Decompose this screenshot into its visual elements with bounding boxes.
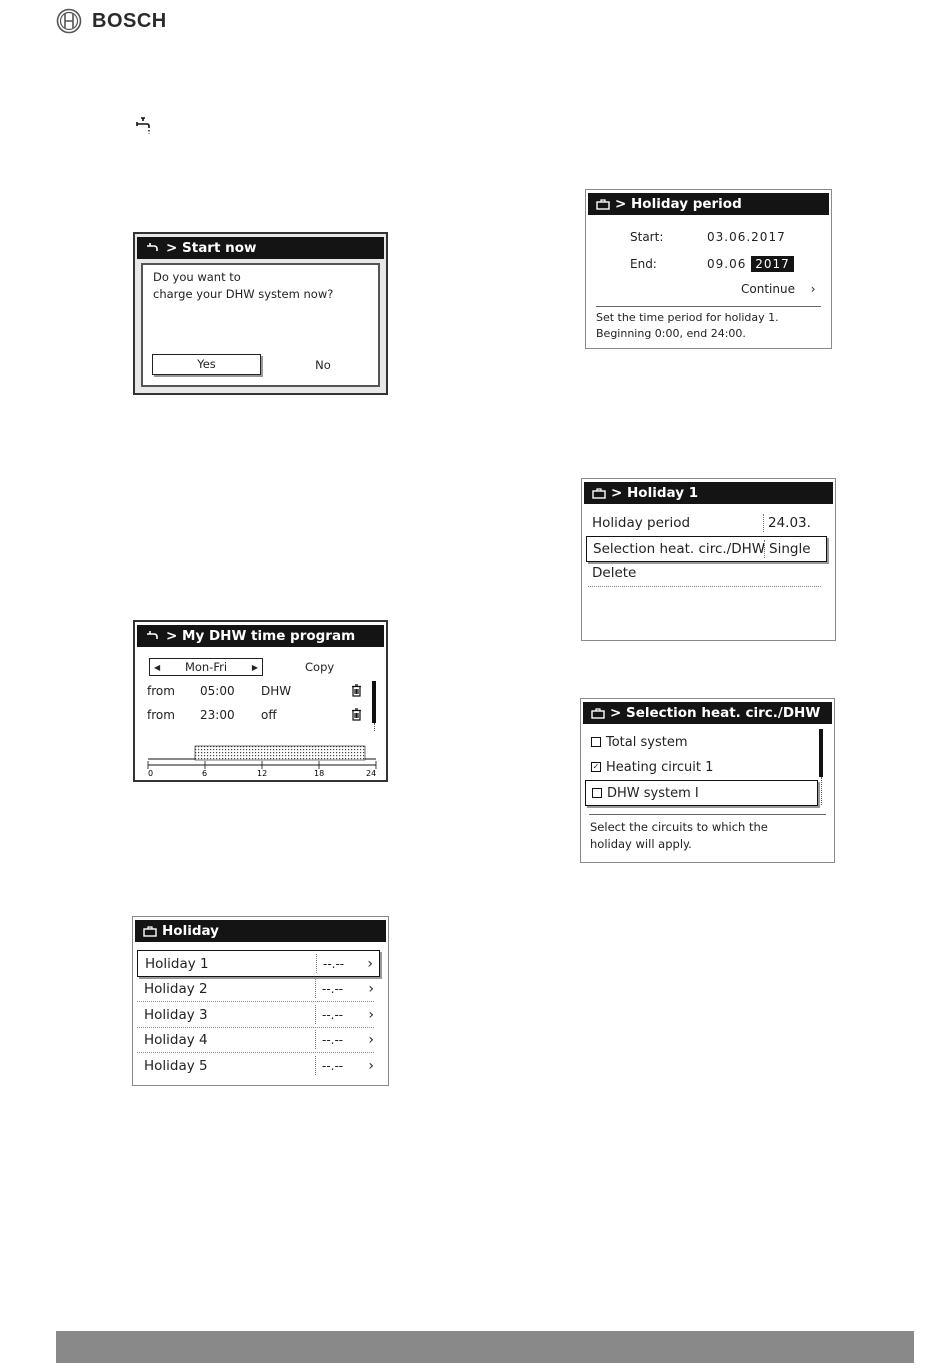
holiday-titlebar xyxy=(135,920,386,942)
suitcase-icon xyxy=(143,926,157,937)
help-line-2: holiday will apply. xyxy=(590,837,692,851)
help-divider xyxy=(596,306,821,307)
mode-value: DHW xyxy=(261,684,292,698)
from-label: from xyxy=(147,708,175,722)
delete-row[interactable] xyxy=(586,561,827,585)
suitcase-icon xyxy=(592,488,606,499)
dhw-program-title: > My DHW time program xyxy=(166,628,356,644)
no-button[interactable]: No xyxy=(315,358,331,372)
option-heating-circuit-1[interactable] xyxy=(585,755,818,779)
holiday-label: Holiday 1 xyxy=(145,955,209,972)
row-label: Holiday period xyxy=(592,515,691,531)
holiday-list-item[interactable] xyxy=(137,976,380,1001)
time-program-timeline xyxy=(147,743,377,777)
holiday-1-screen xyxy=(581,478,836,641)
help-line-1: Select the circuits to which the xyxy=(590,820,768,834)
message-line-1: Do you want to xyxy=(153,270,241,284)
selection-heat-circ-screen xyxy=(580,698,835,863)
selection-titlebar xyxy=(583,702,832,724)
holiday-date: --.-- xyxy=(322,1032,344,1047)
holiday-period-screen xyxy=(585,189,832,349)
timeline-label: 18 xyxy=(314,769,325,777)
chevron-right-icon: › xyxy=(368,1057,374,1074)
option-dhw-system-1[interactable] xyxy=(585,780,818,806)
dhw-time-program-screen xyxy=(133,620,388,782)
arrow-right-icon[interactable]: ▶ xyxy=(251,662,258,672)
help-line-1: Set the time period for holiday 1. xyxy=(596,311,779,324)
holiday-title: Holiday xyxy=(162,923,219,939)
brand-name: BOSCH xyxy=(92,9,167,32)
scrollbar[interactable] xyxy=(819,729,823,777)
holiday-period-titlebar xyxy=(588,193,829,215)
chevron-right-icon: › xyxy=(368,1031,374,1048)
holiday-date: --.-- xyxy=(322,1058,344,1073)
brand-header xyxy=(56,8,167,34)
holiday-date: --.-- xyxy=(323,956,345,971)
arrow-left-icon[interactable]: ◀ xyxy=(154,662,161,672)
switch-time: 05:00 xyxy=(200,684,235,698)
tap-icon xyxy=(134,116,152,134)
continue-label: Continue xyxy=(741,282,795,296)
column-separator xyxy=(763,514,764,532)
start-now-title: > Start now xyxy=(166,240,257,256)
dhw-tap-icon xyxy=(145,242,161,254)
holiday-1-title: > Holiday 1 xyxy=(611,485,699,501)
mode-value: off xyxy=(261,708,277,722)
row-label: Selection heat. circ./DHW xyxy=(593,541,766,557)
holiday-list-item[interactable] xyxy=(137,1027,380,1052)
option-label: Total system xyxy=(606,734,688,750)
trash-icon[interactable] xyxy=(351,684,362,697)
copy-button[interactable]: Copy xyxy=(305,660,335,674)
selection-title: > Selection heat. circ./DHW xyxy=(610,705,821,721)
start-now-message xyxy=(153,269,333,303)
day-selector[interactable] xyxy=(149,658,263,676)
timeline-label: 24 xyxy=(366,769,377,777)
row-divider xyxy=(588,586,821,587)
column-separator xyxy=(764,540,765,558)
suitcase-icon xyxy=(596,199,610,210)
checkbox-checked-icon[interactable]: ✓ xyxy=(592,762,600,771)
checkbox-unchecked-icon[interactable] xyxy=(591,737,601,747)
start-now-dialog xyxy=(141,263,380,387)
help-line-2: Beginning 0:00, end 24:00. xyxy=(596,327,746,340)
row-value: 24.03. xyxy=(768,515,811,531)
help-divider xyxy=(589,814,826,815)
column-separator xyxy=(316,954,317,973)
chevron-right-icon: › xyxy=(368,980,374,997)
option-label: DHW system I xyxy=(607,785,699,801)
start-date-field[interactable]: 03.06.2017 xyxy=(707,230,786,244)
holiday-list-item[interactable] xyxy=(137,1002,380,1027)
checkbox-unchecked-icon[interactable] xyxy=(592,788,602,798)
holiday-period-title: > Holiday period xyxy=(615,196,742,212)
continue-button[interactable] xyxy=(741,282,816,296)
holiday-label: Holiday 4 xyxy=(144,1031,208,1048)
end-label: End: xyxy=(630,257,657,271)
end-date-day[interactable]: 09.06 xyxy=(707,257,747,271)
chevron-right-icon: › xyxy=(367,955,373,972)
holiday-list-item[interactable] xyxy=(137,950,380,977)
end-date-field[interactable] xyxy=(707,257,794,271)
holiday-period-help xyxy=(596,310,779,342)
holiday-date: --.-- xyxy=(322,981,344,996)
selection-heat-circ-row[interactable] xyxy=(586,536,827,562)
chevron-right-icon: › xyxy=(810,282,816,296)
end-date-year[interactable]: 2017 xyxy=(751,256,794,272)
column-separator xyxy=(315,979,316,998)
suitcase-icon xyxy=(591,708,605,719)
holiday-label: Holiday 3 xyxy=(144,1006,208,1023)
timeline-chart xyxy=(147,743,377,777)
column-separator xyxy=(315,1030,316,1049)
holiday-period-row[interactable] xyxy=(586,511,827,535)
start-label: Start: xyxy=(630,230,664,244)
holiday-label: Holiday 2 xyxy=(144,980,208,997)
footer-bar xyxy=(56,1331,914,1363)
holiday-list-screen xyxy=(132,916,389,1086)
dhw-tap-icon xyxy=(145,630,161,642)
holiday-label: Holiday 5 xyxy=(144,1057,208,1074)
chevron-right-icon: › xyxy=(368,1006,374,1023)
dhw-program-titlebar xyxy=(137,625,384,647)
bosch-logo-icon xyxy=(56,8,82,34)
switch-time: 23:00 xyxy=(200,708,235,722)
from-label: from xyxy=(147,684,175,698)
day-selector-value: Mon-Fri xyxy=(184,660,228,674)
column-separator xyxy=(315,1005,316,1024)
trash-icon[interactable] xyxy=(351,708,362,721)
holiday-1-titlebar xyxy=(584,482,833,504)
message-line-2: charge your DHW system now? xyxy=(153,287,334,301)
option-total-system[interactable] xyxy=(585,730,818,754)
scrollbar-track xyxy=(374,723,375,731)
timeline-label: 6 xyxy=(202,769,208,777)
row-label: Delete xyxy=(592,565,637,581)
holiday-date: --.-- xyxy=(322,1007,344,1022)
start-now-titlebar xyxy=(137,237,384,259)
scrollbar-track xyxy=(821,777,822,805)
timeline-label: 0 xyxy=(148,769,154,777)
timeline-label: 12 xyxy=(257,769,268,777)
selection-help xyxy=(590,819,768,853)
holiday-list-item[interactable] xyxy=(137,1053,380,1078)
start-now-screen xyxy=(133,232,388,395)
option-label: Heating circuit 1 xyxy=(606,759,714,775)
scrollbar[interactable] xyxy=(372,681,376,723)
yes-button[interactable]: Yes xyxy=(152,354,261,375)
column-separator xyxy=(315,1056,316,1075)
row-value: Single xyxy=(769,541,811,557)
